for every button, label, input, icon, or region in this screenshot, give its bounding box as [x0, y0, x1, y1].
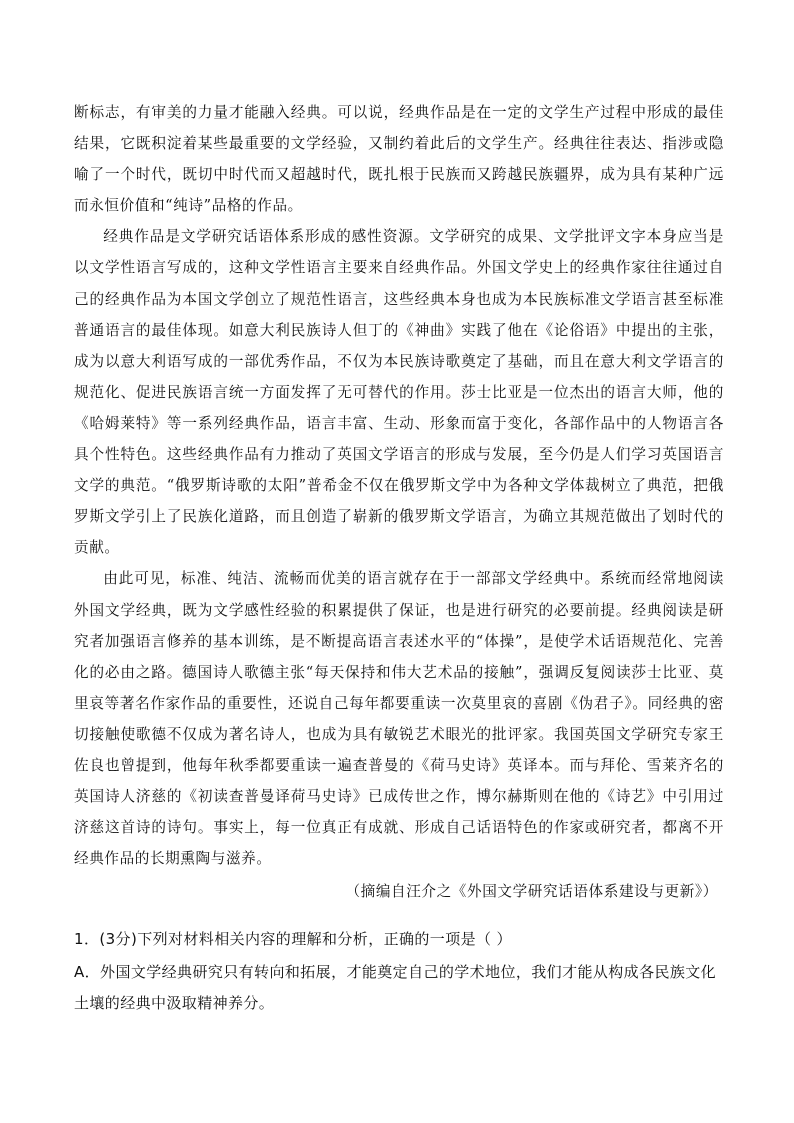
question-option-a: A．外国文学经典研究只有转向和拓展，才能奠定自己的学术地位，我们才能从构成各民族文化土壤的经典中汲取精神养分。: [74, 963, 717, 1012]
question-block: [74, 924, 724, 1019]
reading-passage: [74, 97, 724, 910]
passage-paragraph: 经典作品是文学研究话语体系形成的感性资源。文学研究的成果、文学批评文字本身应当是以文学性语言写成的，这种文学性语言主要来自经典作品。外国文学史上的经典作家往往通过自己的经典作品为本国文学创立了规范性语言，这些经典本身也成为本民族标准文学语言甚至标准普通语言的最佳体现。如意大利民族诗人但丁的《神曲》实践了他在《论俗语》中提出的主张，成为以意大利语写成的一部优秀作品，不仅为本民族诗歌奠定了基础，而且在意大利文学语言的规范化、促进民族语言统一方面发挥了无可替代的作用。莎士比亚是一位杰出的语言大师，他的《哈姆莱特》等一系列经典作品，语言丰富、生动、形象而富于变化，各部作品中的人物语言各具个性特色。这些经典作品有力推动了英国文学语言的形成与发展，至今仍是人们学习英国语言文学的典范。“俄罗斯诗歌的太阳”普希金不仅在俄罗斯文学中为各种文学体裁树立了典范，把俄罗斯文学引上了民族化道路，而且创造了崭新的俄罗斯文学语言，为确立其规范做出了划时代的贡献。: [74, 228, 724, 557]
question-stem: 1．(3分)下列对材料相关内容的理解和分析，正确的一项是（ ）: [74, 930, 512, 948]
passage-source-citation: （摘编自汪介之《外国文学研究话语体系建设与更新》）: [345, 883, 718, 901]
passage-paragraph: 断标志，有审美的力量才能融入经典。可以说，经典作品是在一定的文学生产过程中形成的最佳结果，它既积淀着某些最重要的文学经验，又制约着此后的文学生产。经典往往表达、指涉或隐喻了一个时代，既切中时代而又超越时代，既扎根于民族而又跨越民族疆界，成为具有某种广远而永恒价值和“纯诗”品格的作品。: [74, 104, 724, 215]
passage-paragraph: 由此可见，标准、纯洁、流畅而优美的语言就存在于一部部文学经典中。系统而经常地阅读外国文学经典，既为文学感性经验的积累提供了保证，也是进行研究的必要前提。经典阅读是研究者加强语言修养的基本训练，是不断提高语言表述水平的“体操”，是使学术话语规范化、完善化的必由之路。德国诗人歌德主张“每天保持和伟大艺术品的接触”，强调反复阅读莎士比亚、莫里哀等著名作家作品的重要性，还说自己每年都要重读一次莫里哀的喜剧《伪君子》。同经典的密切接触使歌德不仅成为著名诗人，也成为具有敏锐艺术眼光的批评家。我国英国文学研究专家王佐良也曾提到，他每年秋季都要重读一遍查普曼的《荷马史诗》英译本。而与拜伦、雪莱齐名的英国诗人济慈的《初读查普曼译荷马史诗》已成传世之作，博尔赫斯则在他的《诗艺》中引用过济慈这首诗的诗句。事实上，每一位真正有成就、形成自己话语特色的作家或研究者，都离不开经典作品的长期熏陶与滋养。: [74, 570, 724, 868]
